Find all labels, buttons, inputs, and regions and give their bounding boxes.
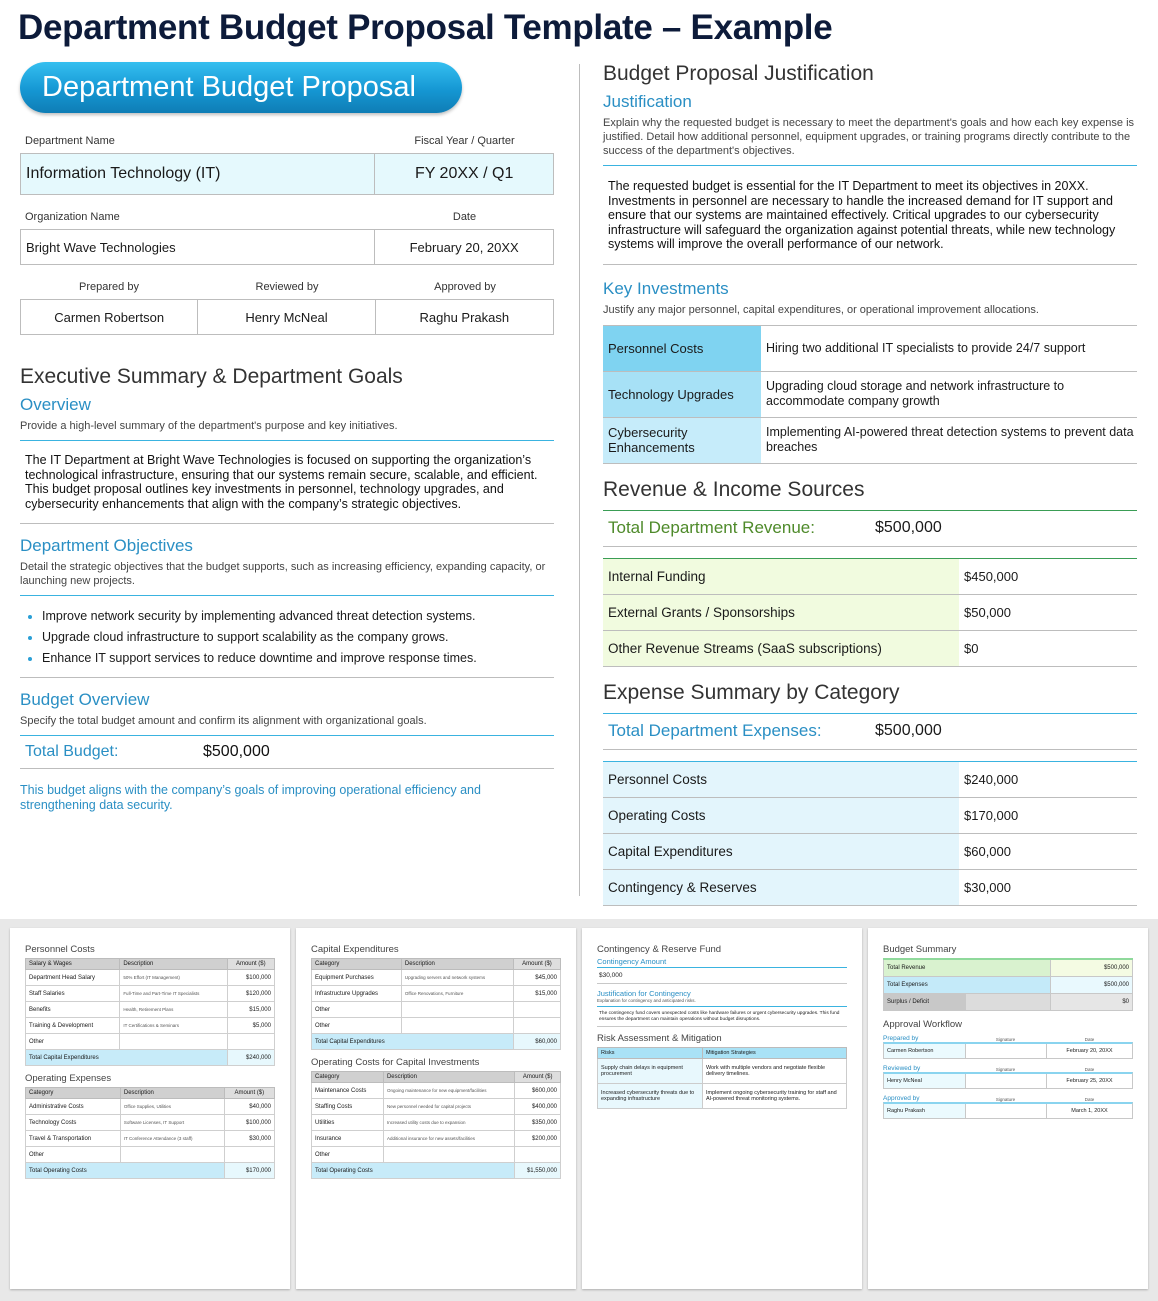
total-row xyxy=(26,1050,275,1066)
cell xyxy=(513,1018,560,1034)
contingency-justification-text: The contingency fund covers unexpected costs like hardware failures or urgent cybersecurity upgrades. This fund ensures the department can maintain operations without budget disruptions. xyxy=(599,1011,840,1022)
cell xyxy=(401,1002,513,1018)
capital-expenditures-title: Capital Expenditures xyxy=(311,944,399,955)
contingency-amount-label: Contingency Amount xyxy=(597,957,667,966)
date-label: Date xyxy=(452,211,477,223)
signature-label: Signature xyxy=(995,1096,1016,1102)
total-revenue-label: Total Department Revenue: xyxy=(608,518,815,538)
signature-field xyxy=(966,1044,1047,1058)
cell: $15,000 xyxy=(513,986,560,1002)
department-fields xyxy=(20,153,554,195)
table-row xyxy=(312,1115,561,1131)
objective-item[interactable]: Enhance IT support services to reduce downtime and improve response times. xyxy=(20,648,554,669)
table-row xyxy=(312,1099,561,1115)
table-row xyxy=(26,1115,275,1131)
key-investments-hint: Justify any major personnel, capital expenditures, or operational improvement allocations. xyxy=(603,303,1039,316)
date-field[interactable]: February 20, 20XX xyxy=(409,239,519,255)
approval-label-row xyxy=(883,1065,1133,1072)
total-row xyxy=(312,1034,561,1050)
cell xyxy=(383,1147,514,1163)
total-value: $1,550,000 xyxy=(515,1163,561,1179)
table-row xyxy=(26,1131,275,1147)
date-label: Date xyxy=(1084,1096,1095,1102)
thumbnail-page-3[interactable] xyxy=(582,928,862,1289)
expense-amount[interactable]: $240,000 xyxy=(964,771,1019,787)
cell xyxy=(401,1018,513,1034)
table-row xyxy=(312,986,561,1002)
fiscal-year-label: Fiscal Year / Quarter xyxy=(414,135,515,147)
budget-overview-heading: Budget Overview xyxy=(20,690,150,710)
approver-name: Raghu Prakash xyxy=(884,1104,966,1118)
approval-row xyxy=(883,1072,1133,1089)
cell xyxy=(966,993,1051,1010)
total-expenses-label: Total Department Expenses: xyxy=(608,721,822,741)
total-label: Total Operating Costs xyxy=(312,1163,515,1179)
objectives-hint: Detail the strategic objectives that the budget supports, such as increasing efficiency, expanding capacity, or launching new projects. xyxy=(20,561,546,588)
revenue-row xyxy=(603,595,1137,631)
cell: Technology Costs xyxy=(26,1115,121,1131)
approval-date: February 20, 20XX xyxy=(1066,1047,1113,1054)
cell: $200,000 xyxy=(515,1131,561,1147)
revenue-heading: Revenue & Income Sources xyxy=(603,477,865,501)
total-expenses-value[interactable]: $500,000 xyxy=(875,722,942,740)
expense-amount[interactable]: $170,000 xyxy=(964,807,1019,823)
thumbnail-page-1[interactable] xyxy=(10,928,290,1289)
investment-category[interactable]: Personnel Costs xyxy=(603,326,761,371)
signature-label: Signature xyxy=(995,1036,1016,1042)
revenue-source[interactable]: Internal Funding xyxy=(603,559,959,594)
cell xyxy=(120,1147,224,1163)
col-header: Category xyxy=(26,1088,121,1099)
signature-field xyxy=(966,1074,1047,1088)
cell: $30,000 xyxy=(224,1131,274,1147)
divider xyxy=(20,523,554,524)
approval-role: Prepared by xyxy=(883,1034,919,1042)
budget-summary-title: Budget Summary xyxy=(883,944,957,955)
col-header: Description xyxy=(120,959,227,970)
cell: Utilities xyxy=(312,1115,384,1131)
table-row xyxy=(884,976,1133,993)
column-divider xyxy=(579,64,580,896)
op-capital-table xyxy=(311,1071,561,1179)
cell: Full-Time and Part-Time IT Specialists xyxy=(120,986,227,1002)
table-row xyxy=(312,1083,561,1099)
col-header: Category xyxy=(312,959,402,970)
key-investment-row xyxy=(603,326,1137,372)
expense-heading: Expense Summary by Category xyxy=(603,680,900,704)
executive-summary-heading: Executive Summary & Department Goals xyxy=(20,365,403,388)
approval-role: Reviewed by xyxy=(883,1064,921,1072)
cell: Supply chain delays in equipment procurement xyxy=(598,1059,703,1084)
cell: Implement ongoing cybersecurity training for staff and AI-powered threat monitoring systems. xyxy=(702,1084,846,1109)
right-column xyxy=(603,62,1137,906)
revenue-table xyxy=(603,558,1137,667)
field-labels-row3 xyxy=(20,281,554,293)
table-row xyxy=(26,1018,275,1034)
col-header: Amount ($) xyxy=(515,1072,561,1083)
revenue-source[interactable]: External Grants / Sponsorships xyxy=(603,595,959,630)
revenue-source[interactable]: Other Revenue Streams (SaaS subscriptions) xyxy=(603,631,959,666)
signature-field xyxy=(966,1104,1047,1118)
cell: Training & Development xyxy=(26,1018,120,1034)
organization-fields xyxy=(20,229,554,265)
cell: $600,000 xyxy=(515,1083,561,1099)
cell: Office Supplies, Utilities xyxy=(120,1099,224,1115)
objectives-heading: Department Objectives xyxy=(20,536,193,556)
op-capital-title: Operating Costs for Capital Investments xyxy=(311,1057,480,1068)
total-label: Total Operating Costs xyxy=(26,1163,225,1179)
col-header: Description xyxy=(120,1088,224,1099)
cell: $500,000 xyxy=(1051,959,1133,976)
personnel-costs-title: Personnel Costs xyxy=(25,944,95,955)
total-expenses-row xyxy=(603,714,1137,749)
revenue-amount[interactable]: $450,000 xyxy=(964,568,1019,584)
cell: $120,000 xyxy=(227,986,274,1002)
objective-item[interactable]: Upgrade cloud infrastructure to support scalability as the company grows. xyxy=(20,627,554,648)
cell: $400,000 xyxy=(515,1099,561,1115)
approved-by-label: Approved by xyxy=(434,281,496,293)
divider xyxy=(603,749,1137,750)
table-row xyxy=(312,1131,561,1147)
table-row xyxy=(312,1147,561,1163)
expense-row xyxy=(603,870,1137,906)
cell: Benefits xyxy=(26,1002,120,1018)
cell: $500,000 xyxy=(1051,976,1133,993)
objectives-list xyxy=(20,596,554,677)
cell: $5,000 xyxy=(227,1018,274,1034)
key-investment-row xyxy=(603,372,1137,418)
prepared-by-field[interactable]: Carmen Robertson xyxy=(21,300,198,334)
cell: Equipment Purchases xyxy=(312,970,402,986)
cell: Surplus / Deficit xyxy=(884,993,966,1010)
cell: Other xyxy=(312,1002,402,1018)
total-revenue-value[interactable]: $500,000 xyxy=(875,519,942,537)
expense-category[interactable]: Contingency & Reserves xyxy=(603,870,959,905)
signature-label: Signature xyxy=(995,1066,1016,1072)
cell: $100,000 xyxy=(227,970,274,986)
justification-heading: Budget Proposal Justification xyxy=(603,62,874,85)
investment-category[interactable]: Cybersecurity Enhancements xyxy=(603,418,761,463)
cell: Staff Salaries xyxy=(26,986,120,1002)
cell: Department Head Salary xyxy=(26,970,120,986)
cell: Total Expenses xyxy=(884,976,1051,993)
cell: Ongoing maintenance for new equipment/facilities xyxy=(383,1083,514,1099)
cell xyxy=(515,1147,561,1163)
proposal-header-text: Department Budget Proposal xyxy=(42,71,416,103)
total-value: $170,000 xyxy=(224,1163,274,1179)
divider xyxy=(603,546,1137,547)
investment-description[interactable]: Hiring two additional IT specialists to provide 24/7 support xyxy=(766,340,1086,355)
personnel-costs-table xyxy=(25,958,275,1066)
cell: IT Certifications & Seminars xyxy=(120,1018,227,1034)
contingency-justification-label: Justification for Contingency xyxy=(597,989,691,998)
fiscal-year-field[interactable]: FY 20XX / Q1 xyxy=(414,165,514,182)
cell: Other xyxy=(26,1147,121,1163)
table-row xyxy=(598,1059,847,1084)
cell: Administrative Costs xyxy=(26,1099,121,1115)
table-row xyxy=(26,986,275,1002)
risk-table xyxy=(597,1047,847,1109)
cell: Maintenance Costs xyxy=(312,1083,384,1099)
contingency-justification-hint: Explanation for contingency and anticipated risks. xyxy=(597,998,696,1003)
cell xyxy=(227,1034,274,1050)
department-name-label: Department Name xyxy=(25,135,115,147)
cell: Other xyxy=(312,1018,402,1034)
cell: Additional insurance for new assets/facilities xyxy=(383,1131,514,1147)
risk-title: Risk Assessment & Mitigation xyxy=(597,1033,722,1044)
field-labels-row1 xyxy=(20,135,554,147)
justification-hint: Explain why the requested budget is necessary to meet the department's goals and how each key expense is justified. Detail how additional personnel, equipment upgrades, or training programs directly contribute to the success of the department's objectives. xyxy=(603,117,1135,157)
cell: Increased cybersecurity threats due to expanding infrastructure xyxy=(598,1084,703,1109)
operating-expenses-table xyxy=(25,1087,275,1179)
cell: New personnel needed for capital projects xyxy=(383,1099,514,1115)
total-budget-value[interactable]: $500,000 xyxy=(203,743,270,761)
col-header: Category xyxy=(312,1072,384,1083)
total-value: $240,000 xyxy=(227,1050,274,1066)
total-label: Total Capital Expenditures xyxy=(26,1050,228,1066)
cell xyxy=(224,1147,274,1163)
overview-text[interactable]: The IT Department at Bright Wave Technologies is focused on supporting the organization’s technological infrastructure, ensuring that our systems remain secure, scalable, and efficient. This budget proposal outlines key investments in personnel, technology upgrades, and cybersecurity enhancements that align with the company’s strategic objectives. xyxy=(25,453,538,511)
cell: Travel & Transportation xyxy=(26,1131,121,1147)
date-label: Date xyxy=(1084,1066,1095,1072)
divider xyxy=(597,1026,847,1027)
cell: Infrastructure Upgrades xyxy=(312,986,402,1002)
approval-label-row xyxy=(883,1095,1133,1102)
overview-heading: Overview xyxy=(20,395,91,414)
total-row xyxy=(26,1163,275,1179)
cell: $350,000 xyxy=(515,1115,561,1131)
expense-amount[interactable]: $60,000 xyxy=(964,843,1011,859)
divider xyxy=(603,264,1137,265)
divider xyxy=(597,983,847,984)
budget-alignment-note[interactable]: This budget aligns with the company’s goals of improving operational efficiency and strengthening data security. xyxy=(20,783,481,813)
cell: Office Renovations, Furniture xyxy=(401,986,513,1002)
total-row xyxy=(312,1163,561,1179)
thumbnail-page-2[interactable] xyxy=(296,928,576,1289)
table-row xyxy=(26,1147,275,1163)
cell: $45,000 xyxy=(513,970,560,986)
date-label: Date xyxy=(1084,1036,1095,1042)
total-label: Total Capital Expenditures xyxy=(312,1034,514,1050)
cell: Software Licenses, IT Support xyxy=(120,1115,224,1131)
budget-summary-table xyxy=(883,958,1133,1011)
investment-description[interactable]: Upgrading cloud storage and network infrastructure to accommodate company growth xyxy=(766,379,1065,409)
cell: Work with multiple vendors and negotiate flexible delivery timelines. xyxy=(702,1059,846,1084)
cell: $40,000 xyxy=(224,1099,274,1115)
expense-category[interactable]: Capital Expenditures xyxy=(603,834,959,869)
approval-row xyxy=(883,1102,1133,1119)
table-row xyxy=(26,970,275,986)
total-budget-row xyxy=(20,736,554,768)
col-header: Amount ($) xyxy=(227,959,274,970)
table-row xyxy=(884,993,1133,1010)
col-header: Amount ($) xyxy=(224,1088,274,1099)
revenue-row xyxy=(603,559,1137,595)
cell: Health, Retirement Plans xyxy=(120,1002,227,1018)
investment-description[interactable]: Implementing AI-powered threat detection systems to prevent data breaches xyxy=(766,425,1134,455)
cell: Other xyxy=(26,1034,120,1050)
cell: Other xyxy=(312,1147,384,1163)
expense-amount[interactable]: $30,000 xyxy=(964,879,1011,895)
justification-subheading: Justification xyxy=(603,92,692,111)
col-header: Salary & Wages xyxy=(26,959,120,970)
page-thumbnails xyxy=(0,919,1158,1301)
table-row xyxy=(26,1002,275,1018)
investment-category[interactable]: Technology Upgrades xyxy=(603,372,761,417)
cell xyxy=(513,1002,560,1018)
table-row xyxy=(26,1034,275,1050)
key-investment-row xyxy=(603,418,1137,464)
budget-overview-hint: Specify the total budget amount and confirm its alignment with organizational goals. xyxy=(20,715,427,728)
document-title: Department Budget Proposal Template – Example xyxy=(18,8,833,47)
col-header: Risks xyxy=(598,1048,703,1059)
approval-row xyxy=(883,1042,1133,1059)
objective-item[interactable]: Improve network security by implementing advanced threat detection systems. xyxy=(20,606,554,627)
divider xyxy=(20,677,554,678)
operating-expenses-title: Operating Expenses xyxy=(25,1073,112,1084)
approver-name: Henry McNeal xyxy=(884,1074,966,1088)
key-investments-heading: Key Investments xyxy=(603,278,729,298)
contingency-title: Contingency & Reserve Fund xyxy=(597,944,722,955)
contingency-amount-value: $30,000 xyxy=(599,972,623,979)
expense-table xyxy=(603,761,1137,906)
reviewed-by-label: Reviewed by xyxy=(255,281,319,293)
cell: Insurance xyxy=(312,1131,384,1147)
approved-by-field[interactable]: Raghu Prakash xyxy=(419,309,510,325)
cell: Upgrading servers and network systems xyxy=(401,970,513,986)
expense-category[interactable]: Personnel Costs xyxy=(603,762,959,797)
table-row xyxy=(312,1018,561,1034)
cell: $100,000 xyxy=(224,1115,274,1131)
prepared-by-label: Prepared by xyxy=(79,281,139,293)
proposal-header-pill xyxy=(20,62,462,113)
cell: Increased utility costs due to expansion xyxy=(383,1115,514,1131)
revenue-row xyxy=(603,631,1137,667)
department-name-field[interactable]: Information Technology (IT) xyxy=(21,154,375,194)
field-labels-row2 xyxy=(20,211,554,223)
approval-label-row xyxy=(883,1035,1133,1042)
expense-row xyxy=(603,834,1137,870)
cell: IT Conference Attendance (3 staff) xyxy=(120,1131,224,1147)
col-header: Amount ($) xyxy=(513,959,560,970)
approval-role: Approved by xyxy=(883,1094,920,1102)
revenue-amount[interactable]: $0 xyxy=(964,640,979,656)
organization-name-field[interactable]: Bright Wave Technologies xyxy=(21,230,375,264)
expense-category[interactable]: Operating Costs xyxy=(603,798,959,833)
expense-row xyxy=(603,762,1137,798)
cell: $15,000 xyxy=(227,1002,274,1018)
cell: Total Revenue xyxy=(884,959,1051,976)
revenue-amount[interactable]: $50,000 xyxy=(964,604,1011,620)
total-budget-label: Total Budget: xyxy=(25,743,119,761)
approval-date: February 25, 20XX xyxy=(1066,1077,1113,1084)
capital-expenditures-table xyxy=(311,958,561,1050)
cell xyxy=(120,1034,227,1050)
table-row xyxy=(884,959,1133,976)
overview-hint: Provide a high-level summary of the department's purpose and key initiatives. xyxy=(20,420,398,432)
col-header: Mitigation Strategies xyxy=(702,1048,846,1059)
cell: $0 xyxy=(1051,993,1133,1010)
justification-text[interactable]: The requested budget is essential for the IT Department to meet its objectives in 20XX. Investments in personnel are necessary to handle the increased demand for IT support and ensure that our systems are maintained effectively. Critical upgrades to our cybersecurity infrastructure will safeguard the organization against potential threats, while new technology systems will improve the overall performance of our network. xyxy=(608,179,1116,252)
approval-date: March 1, 20XX xyxy=(1071,1107,1108,1114)
total-value: $60,000 xyxy=(513,1034,560,1050)
col-header: Description xyxy=(383,1072,514,1083)
table-row xyxy=(312,970,561,986)
signoff-fields xyxy=(20,299,554,335)
approver-name: Carmen Robertson xyxy=(884,1044,966,1058)
organization-name-label: Organization Name xyxy=(25,211,120,223)
cell: Staffing Costs xyxy=(312,1099,384,1115)
reviewed-by-field[interactable]: Henry McNeal xyxy=(198,300,375,334)
thumbnail-page-4[interactable] xyxy=(868,928,1148,1289)
table-row xyxy=(26,1099,275,1115)
cell: 50% Effort (IT Management) xyxy=(120,970,227,986)
key-investments-table xyxy=(603,325,1137,464)
left-column xyxy=(20,62,554,813)
total-revenue-row xyxy=(603,511,1137,546)
expense-row xyxy=(603,798,1137,834)
col-header: Description xyxy=(401,959,513,970)
table-row xyxy=(598,1084,847,1109)
table-row xyxy=(312,1002,561,1018)
approval-workflow-title: Approval Workflow xyxy=(883,1018,963,1030)
divider xyxy=(20,768,554,769)
